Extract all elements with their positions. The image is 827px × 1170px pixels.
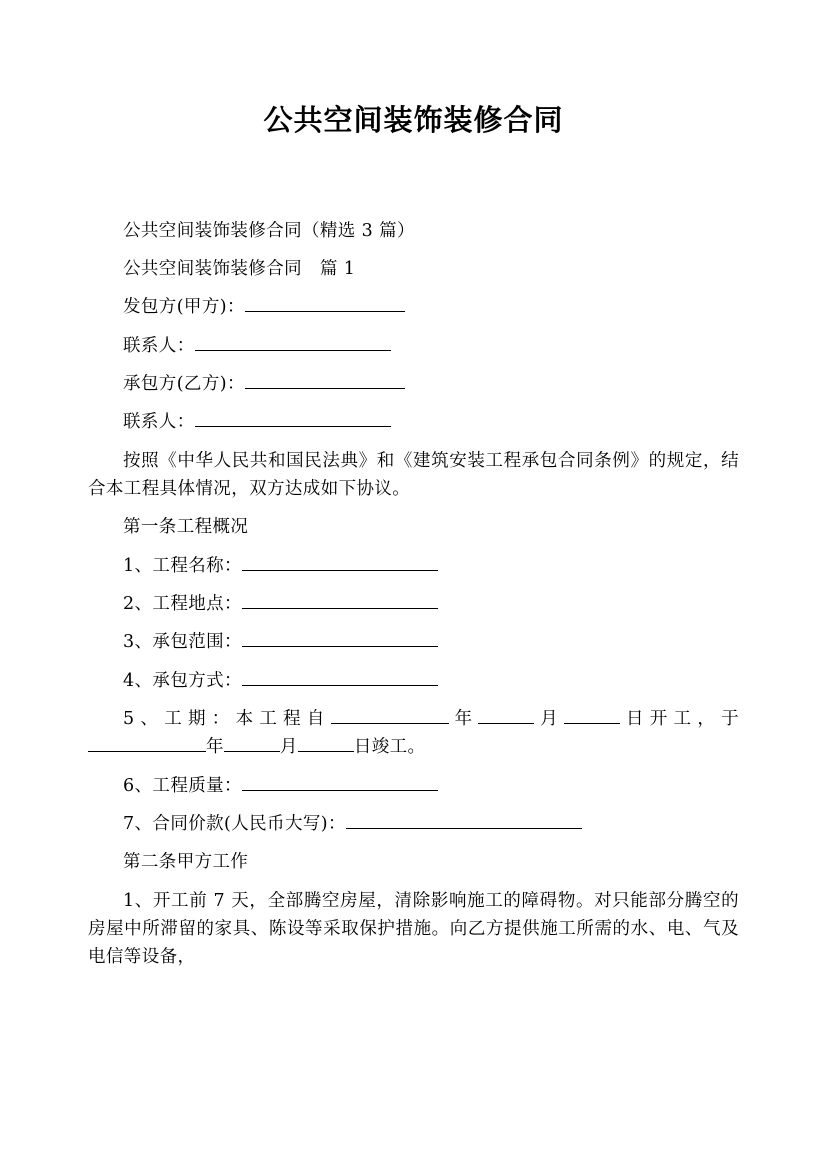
duration-mid-5: 月 xyxy=(279,737,298,758)
party-blank-2 xyxy=(195,332,391,351)
article-one-item-2 xyxy=(88,590,739,618)
party-label-4: 联系人： xyxy=(123,412,195,433)
party-blank-1 xyxy=(245,294,405,313)
article-one-title: 第一条工程概况 xyxy=(123,517,249,538)
page-title: 公共空间装饰装修合同 xyxy=(263,103,564,137)
article-one-item-6-text: 6、工程质量： xyxy=(123,775,242,796)
party-line-2 xyxy=(88,332,739,360)
duration-blank-day-end xyxy=(298,734,354,753)
party-line-1 xyxy=(88,293,739,321)
article-two-item-1: 1、开工前 7 天，全部腾空房屋，清除影响施工的障碍物。对只能部分腾空的房屋中所滞留的家具、陈设等采取保护措施。向乙方提供施工所需的水、电、气及电信等设备， xyxy=(88,890,739,968)
party-label-3: 承包方(乙方)： xyxy=(123,373,245,394)
article-one-item-2-text: 2、工程地点： xyxy=(123,594,242,615)
duration-blank-month-end xyxy=(224,734,280,753)
document-subtitle: 公共空间装饰装修合同（精选 3 篇） xyxy=(123,220,415,241)
article-one-item-4-blank xyxy=(242,667,438,686)
article-one-item-6-blank xyxy=(242,772,438,791)
article-one-item-1 xyxy=(88,552,739,580)
article-one-item-4 xyxy=(88,667,739,695)
article-one-item-2-blank xyxy=(242,591,438,610)
party-label-2: 联系人： xyxy=(123,335,195,356)
article-one-item-1-blank xyxy=(242,552,438,571)
article-one-item-3-blank xyxy=(242,629,438,648)
article-one-item-4-text: 4、承包方式： xyxy=(123,670,242,691)
preamble-paragraph: 按照《中华人民共和国民法典》和《建筑安装工程承包合同条例》的规定，结合本工程具体情况，双方达成如下协议。 xyxy=(88,450,739,499)
party-label-1: 发包方(甲方)： xyxy=(123,297,245,318)
duration-blank-year-end xyxy=(88,734,206,753)
duration-blank-month-start xyxy=(478,706,534,725)
duration-mid-1: 年 xyxy=(448,709,479,730)
duration-mid-4: 年 xyxy=(206,737,224,758)
duration-mid-2: 月 xyxy=(534,709,565,730)
article-one-item-5-duration xyxy=(88,705,739,762)
document-body xyxy=(88,217,739,972)
article-one-item-7-text: 7、合同价款(人民币大写)： xyxy=(123,814,346,835)
duration-mid-3: 日开工，于 xyxy=(620,709,740,730)
article-one-item-3 xyxy=(88,628,739,656)
party-blank-4 xyxy=(195,409,391,428)
article-one-item-6 xyxy=(88,772,739,800)
party-blank-3 xyxy=(245,370,405,389)
party-line-4 xyxy=(88,408,739,436)
section-label: 公共空间装饰装修合同 篇 1 xyxy=(123,258,356,279)
article-one-item-1-text: 1、工程名称： xyxy=(123,555,242,576)
duration-blank-year-start xyxy=(331,706,449,725)
article-two-title: 第二条甲方工作 xyxy=(123,852,249,873)
duration-blank-day-start xyxy=(564,706,620,725)
article-one-item-7-blank xyxy=(346,811,582,830)
duration-prefix: 5、工期：本工程自 xyxy=(123,709,331,730)
article-one-item-3-text: 3、承包范围： xyxy=(123,632,242,653)
party-line-3 xyxy=(88,370,739,398)
article-one-item-7 xyxy=(88,810,739,838)
duration-suffix: 日竣工。 xyxy=(353,737,426,758)
